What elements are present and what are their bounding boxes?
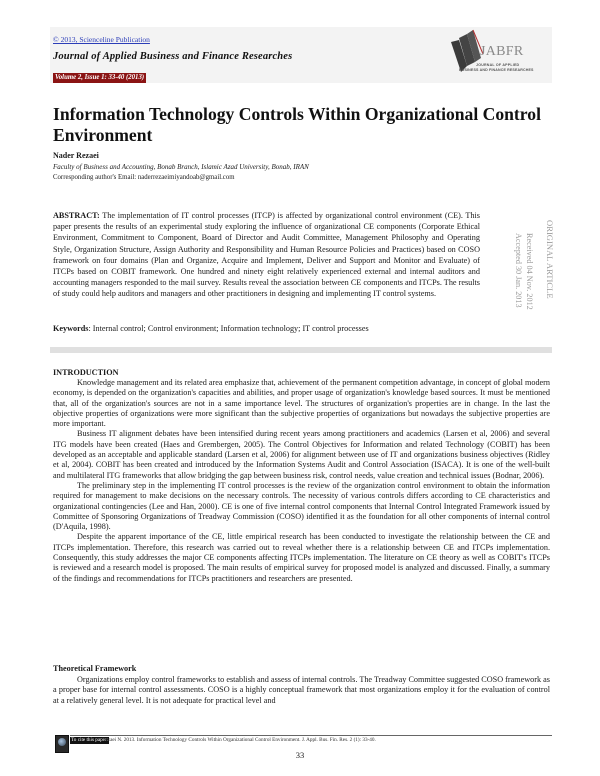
keywords-label: Keywords xyxy=(53,324,89,333)
section-divider xyxy=(50,347,552,353)
abstract xyxy=(53,210,480,300)
paragraph: Despite the apparent importance of the CE, little empirical research has been conducted to investigate the relationship between the CE and ITCPs implementation. Therefore, this research was carried out to reveal whether there is a relationship between CE and ITCPs implementation. Consequently, this study addresses the major CE components affecting ITCPs implementation. The literature on CE theory as well as COBIT's ITCPs is reviewed and a research model is proposed. The main results of empirical survey for proposed model is analyzed and discussed. Finally, a summary of the findings and recommendations for ITCPs practitioners and researchers are presented. xyxy=(53,532,550,583)
theoretical-framework-heading: Theoretical Framework xyxy=(53,664,137,673)
author-email: Corresponding author's Email: naderrezaeimiyandoab@gmail.com xyxy=(53,174,235,181)
paragraph: Knowledge management and its related area emphasize that, achievement of the permanent competition advantage, in concept of global modern economy, is depended on the organization's capacities and abilities, and proper usage of organization's knowledge based sources. It must be mentioned that, all of the organization's sources are not in a same importance level. The structures of organization's properties are in change. In the last the objective properties of organizations were more significant than the subjective properties of organizations but nowadays the subjective properties are more important. xyxy=(53,378,550,429)
article-title: Information Technology Controls Within Organizational Control Environment xyxy=(53,104,541,145)
introduction-heading: INTRODUCTION xyxy=(53,368,119,377)
article-side-meta xyxy=(505,220,565,330)
footer-rule xyxy=(70,735,552,736)
author-name: Nader Rezaei xyxy=(53,151,99,160)
introduction-body xyxy=(53,378,550,584)
volume-badge: Volume 2, Issue 1: 33-40 (2013) xyxy=(55,74,145,81)
author-affiliation: Faculty of Business and Accounting, Bonab Branch, Islamic Azad University, Bonab, IRAN xyxy=(53,163,309,171)
paragraph: Organizations employ control frameworks to establish and assess of internal controls. The Treadway Committee suggested COSO framework as a proper base for internal control assessments. COSO is a highly conceptual framework that most organizations employ it for the evaluation of control at a relatively general level. It is not adequate for practical level and xyxy=(53,675,550,705)
article-type: ORIGINAL ARTICLE xyxy=(545,220,555,299)
keywords xyxy=(53,324,369,333)
page-number: 33 xyxy=(295,750,305,760)
keywords-text: : Internal control; Control environment; Information technology; IT control processes xyxy=(88,324,369,333)
citation-text: Rezaei N. 2013. Information Technology Controls Within Organizational Control Environment. J. Appl. Bus. Fin. Res. 2 (1): 33-40. xyxy=(102,737,376,743)
abstract-label: ABSTRACT: xyxy=(53,211,100,220)
logo-subtitle-line1: JOURNAL OF APPLIED xyxy=(476,63,520,67)
journal-name: Journal of Applied Business and Finance Researches xyxy=(53,51,293,62)
copyright-link[interactable]: © 2013, Scienceline Publication xyxy=(53,35,150,44)
received-date: Received 04 Nov. 2012 xyxy=(525,233,534,310)
logo-subtitle-line2: BUSINESS AND FINANCE RESEARCHES xyxy=(459,68,534,72)
theoretical-framework-body xyxy=(53,675,550,706)
abstract-text: The implementation of IT control processes (ITCP) is affected by organizational control environment (CE). This paper presents the results of an experimental study exploring the influence of organizational CE components (Corporate Ethical Environment, Commitment to Component, Board of Director and Audit Committee, Management Philosophy and Operating Style, Organization Structure, Assign Authority and Responsibility and Human Resource Policies and Practices) based on COSO framework on four domains (Plan and Organize, Acquire and Implement, Deliver and Support and Monitor and Evaluate) of ITCPs based on COBIT framework. One hundred and ninety eight relatively experienced external and internal auditors and accounting managers responded to the mail survey. Results reveal the association between CE components and ITCPs. The results of study could help auditors and managers and other practitioners in designing and implementing IT control systems. xyxy=(53,211,480,299)
paragraph: The preliminary step in the implementing IT control processes is the review of the organization control environment to obtain the information required for management to make decisions on the necessary controls. The necessity of various controls differs according to CE characteristics and organizational contingencies (Lee and Han, 2000). CE is one of five internal control components that Internal Control Integrated Framework issued by Committee of Sponsoring Organizations of Treadway Commission (COSO) identified it as the foundation for all other components of internal control (D'Aquila, 1998). xyxy=(53,480,550,532)
cite-label: To cite this paper: xyxy=(71,737,109,743)
accepted-date: Accepted 30 Jan. 2013 xyxy=(514,233,523,308)
paragraph: Business IT alignment debates have been intensified during recent years among practitioners and academics (Larsen et al, 2006) and several ITG models have been created (Haes and Grembergen, 2005). The Control Objectives for Information and related Technology (COBIT) has been developed as an acceptable and applicable standard (Larsen et al, 2006) for alignment between use of IT and organizations business objectives (Ridley et al, 2004). COBIT has been created and introduced by the Information Systems Audit and Control Association (ISACA). It is one of the well-built and multilateral ITG frameworks that allow bridging the gap between business risk, control needs, value creation and technical issues (Bodnar, 2006). xyxy=(53,429,550,480)
logo-acronym: JABFR xyxy=(480,44,524,59)
